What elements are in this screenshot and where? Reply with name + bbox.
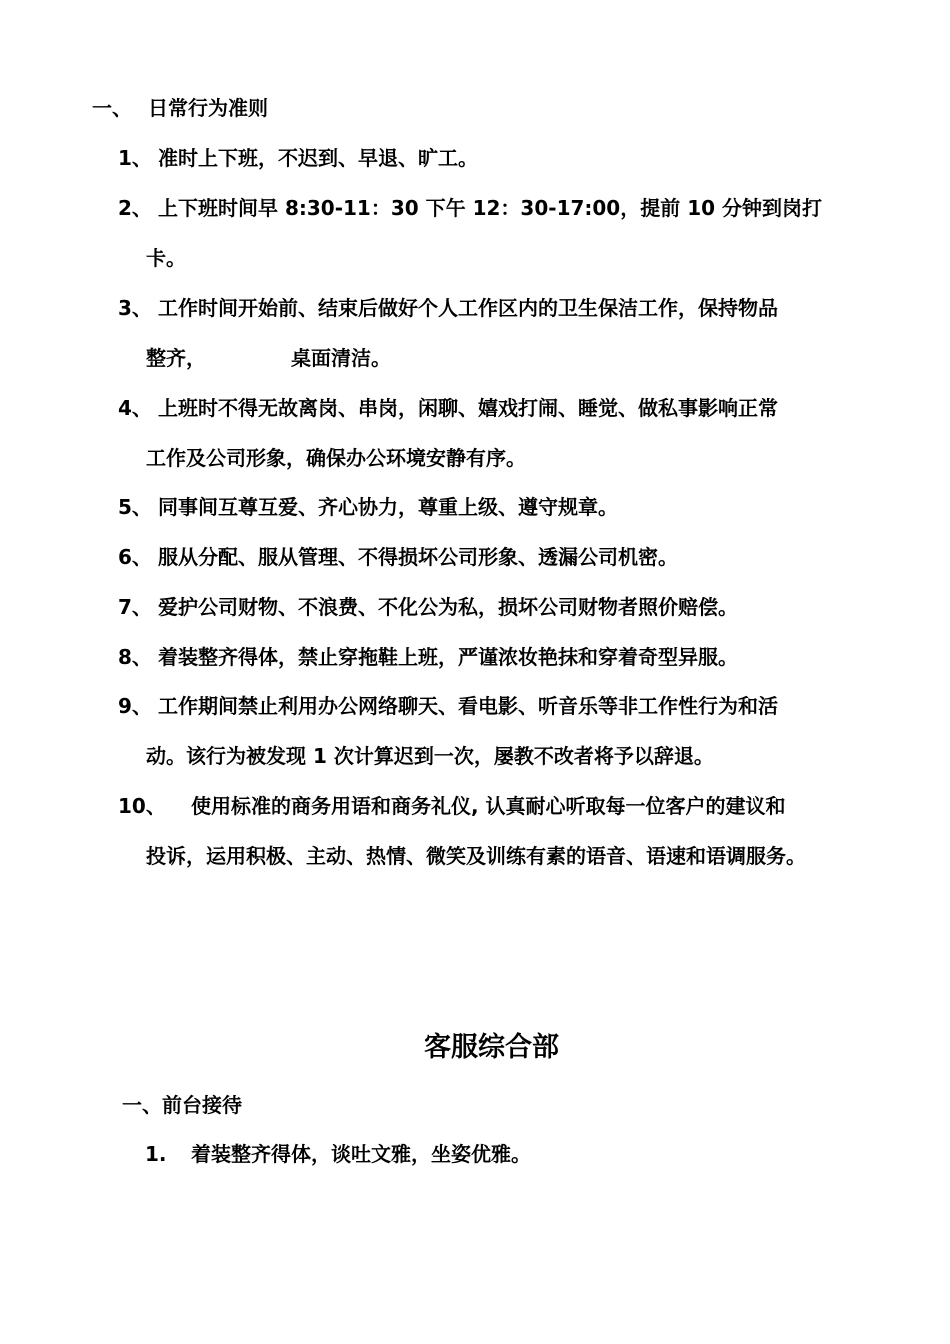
list-item-text-continued: 动。该行为被发现 1 次计算迟到一次，屡教不改者将予以辞退。 bbox=[146, 744, 714, 768]
list-item-number: 7、 bbox=[118, 595, 152, 619]
department-title: 客服综合部 bbox=[424, 1032, 559, 1063]
list-item-text: 上下班时间早 8:30-11：30 下午 12：30-17:00，提前 10 分钟到岗打 bbox=[158, 196, 822, 220]
list-item-text: 着装整齐得体，谈吐文雅，坐姿优雅。 bbox=[191, 1142, 531, 1166]
list-item-text-continued: 整齐， bbox=[146, 346, 206, 370]
section-number: 一、 bbox=[92, 96, 132, 120]
list-item-text-continued: 桌面清洁。 bbox=[291, 346, 391, 370]
list-item-text: 爱护公司财物、不浪费、不化公为私，损坏公司财物者照价赔偿。 bbox=[158, 595, 738, 619]
list-item-number: 10、 bbox=[118, 794, 166, 818]
list-item-text: 使用标准的商务用语和商务礼仪, 认真耐心听取每一位客户的建议和 bbox=[191, 794, 786, 818]
list-item-text: 工作时间开始前、结束后做好个人工作区内的卫生保洁工作，保持物品 bbox=[158, 296, 778, 320]
subsection-heading: 一、前台接待 bbox=[122, 1093, 242, 1117]
list-item-number: 1、 bbox=[118, 146, 152, 170]
list-item-text: 服从分配、服从管理、不得损坏公司形象、透漏公司机密。 bbox=[158, 545, 678, 569]
list-item-number: 5、 bbox=[118, 495, 152, 519]
list-item-text: 同事间互尊互爱、齐心协力，尊重上级、遵守规章。 bbox=[158, 495, 618, 519]
list-item-text: 工作期间禁止利用办公网络聊天、看电影、听音乐等非工作性行为和活 bbox=[158, 694, 778, 718]
section-heading: 日常行为准则 bbox=[148, 96, 268, 120]
list-item-text-continued: 投诉，运用积极、主动、热情、微笑及训练有素的语音、语速和语调服务。 bbox=[146, 844, 806, 868]
list-item-text: 着装整齐得体，禁止穿拖鞋上班，严谨浓妆艳抹和穿着奇型异服。 bbox=[158, 645, 738, 669]
list-item-number: 3、 bbox=[118, 296, 152, 320]
list-item-number: 6、 bbox=[118, 545, 152, 569]
list-item-text-continued: 工作及公司形象，确保办公环境安静有序。 bbox=[146, 446, 526, 470]
list-item-number: 1. bbox=[145, 1142, 167, 1166]
list-item-number: 8、 bbox=[118, 645, 152, 669]
list-item-number: 4、 bbox=[118, 396, 152, 420]
list-item-number: 2、 bbox=[118, 196, 152, 220]
list-item-text: 准时上下班，不迟到、早退、旷工。 bbox=[158, 146, 478, 170]
list-item-number: 9、 bbox=[118, 694, 152, 718]
list-item-text: 上班时不得无故离岗、串岗，闲聊、嬉戏打闹、睡觉、做私事影响正常 bbox=[158, 396, 778, 420]
list-item-text-continued: 卡。 bbox=[146, 246, 186, 270]
